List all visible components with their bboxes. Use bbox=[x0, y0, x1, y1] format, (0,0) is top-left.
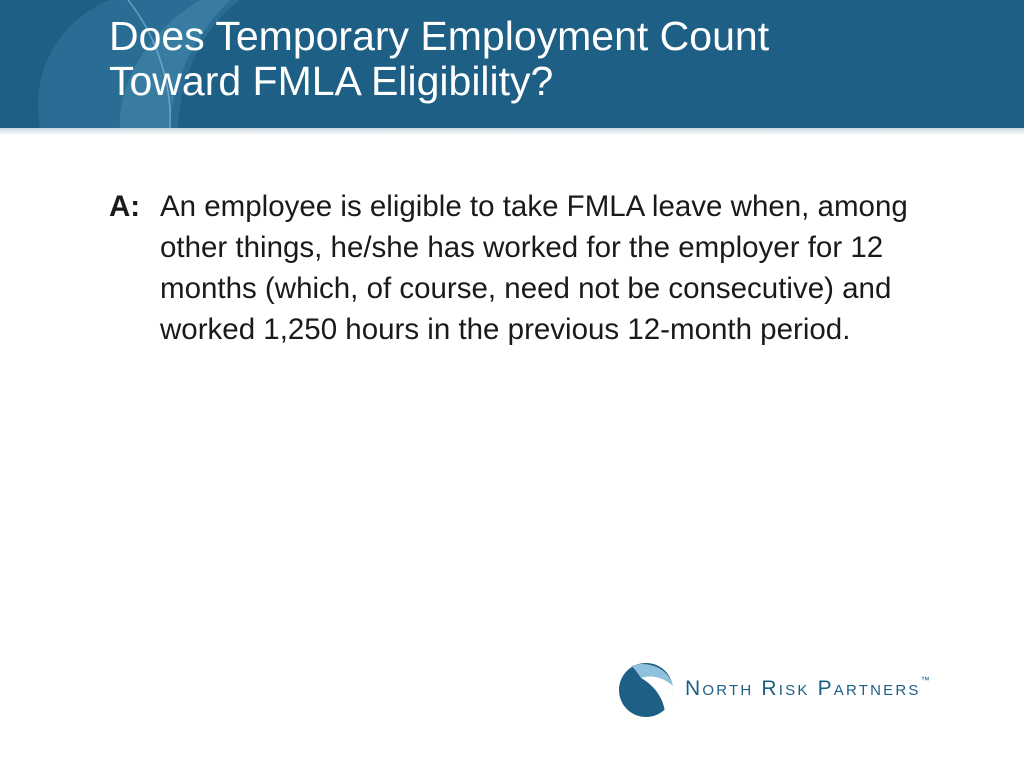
page-title bbox=[109, 14, 989, 104]
title-line-1: Does Temporary Employment Count bbox=[109, 13, 770, 59]
trademark-symbol: ™ bbox=[920, 675, 930, 685]
answer-label: A: bbox=[109, 190, 141, 223]
title-line-2: Toward FMLA Eligibility? bbox=[109, 58, 554, 104]
answer-text: An employee is eligible to take FMLA leave when, among other things, he/she has worked for the employer for 12 months (which, of course, need not be consecutive) and worked 1,250 hours in the previous 12-month period. bbox=[160, 190, 908, 346]
globe-swoosh-icon bbox=[617, 660, 675, 718]
answer-block bbox=[109, 186, 969, 350]
header-band bbox=[0, 0, 1024, 128]
header-divider bbox=[0, 128, 1024, 135]
company-name-text: North Risk Partners bbox=[685, 677, 921, 700]
company-logo bbox=[617, 660, 977, 720]
company-name bbox=[685, 677, 930, 701]
